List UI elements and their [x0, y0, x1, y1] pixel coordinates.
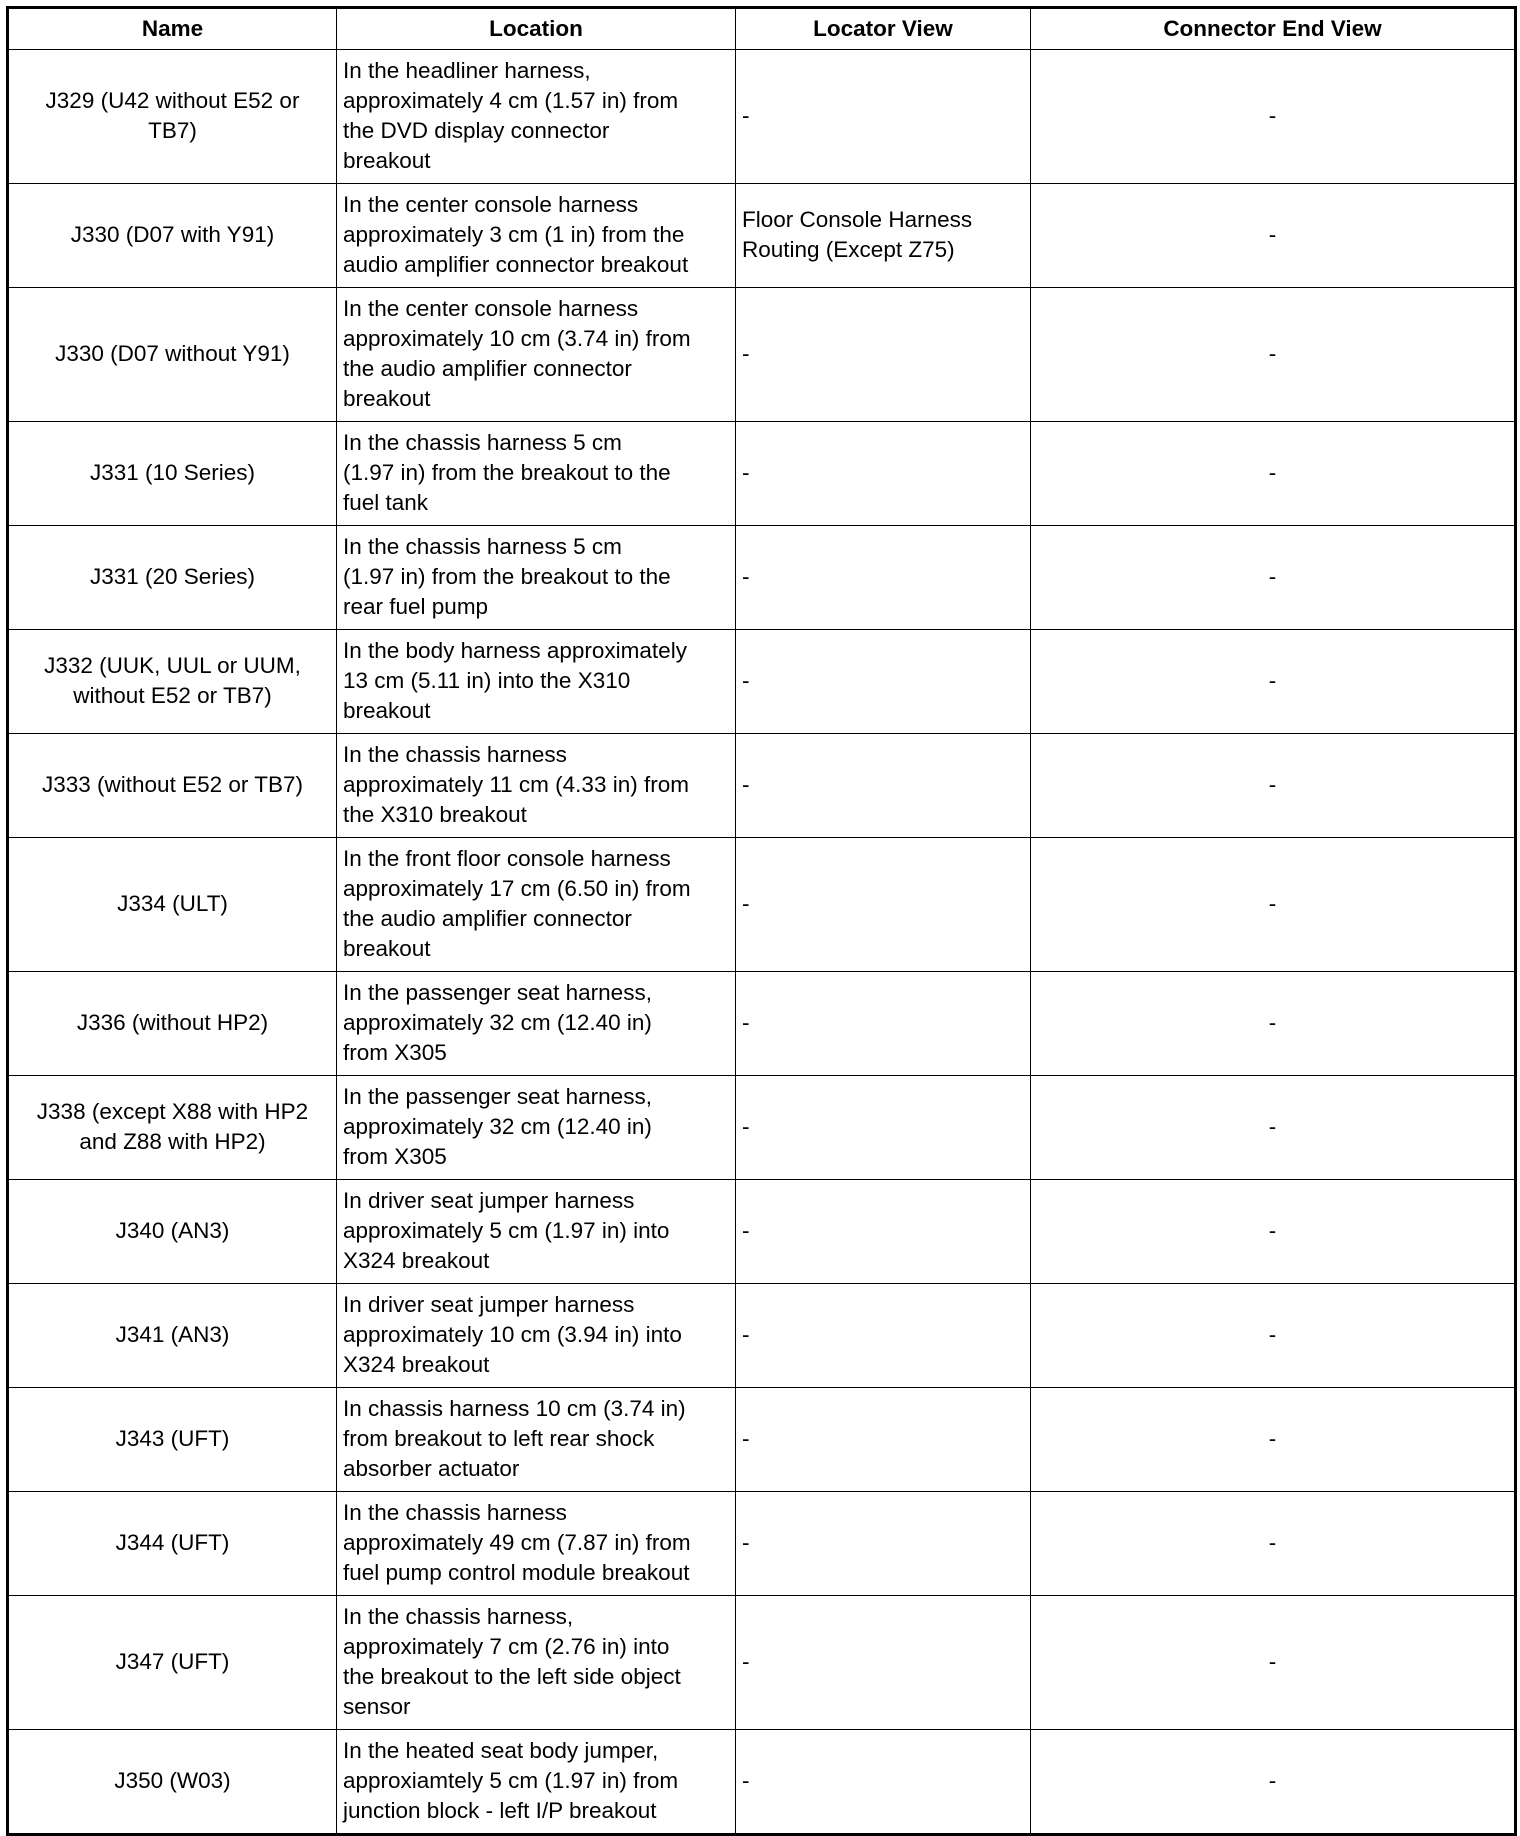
cell-location: In the chassis harness 5 cm (1.97 in) from the breakout to the fuel tank	[337, 422, 736, 526]
header-connector-end-view: Connector End View	[1031, 8, 1516, 50]
cell-name: J350 (W03)	[8, 1730, 337, 1835]
table-row	[8, 288, 1516, 422]
table-row	[8, 1284, 1516, 1388]
header-locator-view: Locator View	[736, 8, 1031, 50]
table-row	[8, 50, 1516, 184]
cell-location: In the passenger seat harness, approximately 32 cm (12.40 in) from X305	[337, 1076, 736, 1180]
cell-name: J338 (except X88 with HP2 and Z88 with HP2)	[8, 1076, 337, 1180]
table-row	[8, 526, 1516, 630]
cell-connector-end-view: -	[1031, 1492, 1516, 1596]
cell-locator-view: -	[736, 1492, 1031, 1596]
cell-location: In the center console harness approximately 10 cm (3.74 in) from the audio amplifier connector breakout	[337, 288, 736, 422]
cell-name: J333 (without E52 or TB7)	[8, 734, 337, 838]
cell-locator-view: -	[736, 50, 1031, 184]
table-row	[8, 630, 1516, 734]
table-row	[8, 1388, 1516, 1492]
table-row	[8, 972, 1516, 1076]
cell-connector-end-view: -	[1031, 1388, 1516, 1492]
cell-location: In the chassis harness 5 cm (1.97 in) from the breakout to the rear fuel pump	[337, 526, 736, 630]
cell-locator-view: -	[736, 1284, 1031, 1388]
cell-locator-view: -	[736, 526, 1031, 630]
cell-locator-view: -	[736, 630, 1031, 734]
cell-location: In the headliner harness, approximately 4 cm (1.57 in) from the DVD display connector breakout	[337, 50, 736, 184]
cell-location: In the heated seat body jumper, approxiamtely 5 cm (1.97 in) from junction block - left I/P breakout	[337, 1730, 736, 1835]
cell-connector-end-view: -	[1031, 288, 1516, 422]
header-location: Location	[337, 8, 736, 50]
cell-connector-end-view: -	[1031, 1076, 1516, 1180]
cell-locator-view: -	[736, 1388, 1031, 1492]
table-row	[8, 184, 1516, 288]
cell-location: In the front floor console harness approximately 17 cm (6.50 in) from the audio amplifier connector breakout	[337, 838, 736, 972]
cell-name: J344 (UFT)	[8, 1492, 337, 1596]
table-row	[8, 1492, 1516, 1596]
table-row	[8, 1730, 1516, 1835]
cell-name: J340 (AN3)	[8, 1180, 337, 1284]
cell-name: J330 (D07 with Y91)	[8, 184, 337, 288]
cell-locator-view: -	[736, 972, 1031, 1076]
table-row	[8, 1596, 1516, 1730]
cell-connector-end-view: -	[1031, 630, 1516, 734]
cell-location: In chassis harness 10 cm (3.74 in) from breakout to left rear shock absorber actuator	[337, 1388, 736, 1492]
cell-connector-end-view: -	[1031, 1596, 1516, 1730]
cell-location: In the chassis harness approximately 11 cm (4.33 in) from the X310 breakout	[337, 734, 736, 838]
table-row	[8, 1076, 1516, 1180]
cell-locator-view: Floor Console Harness Routing (Except Z75)	[736, 184, 1031, 288]
cell-name: J343 (UFT)	[8, 1388, 337, 1492]
cell-name: J329 (U42 without E52 or TB7)	[8, 50, 337, 184]
cell-location: In the passenger seat harness, approximately 32 cm (12.40 in) from X305	[337, 972, 736, 1076]
header-name: Name	[8, 8, 337, 50]
cell-locator-view: -	[736, 1730, 1031, 1835]
cell-locator-view: -	[736, 288, 1031, 422]
cell-name: J331 (10 Series)	[8, 422, 337, 526]
cell-connector-end-view: -	[1031, 422, 1516, 526]
cell-name: J332 (UUK, UUL or UUM, without E52 or TB7)	[8, 630, 337, 734]
cell-name: J331 (20 Series)	[8, 526, 337, 630]
cell-location: In the center console harness approximately 3 cm (1 in) from the audio amplifier connector breakout	[337, 184, 736, 288]
table-row	[8, 1180, 1516, 1284]
cell-connector-end-view: -	[1031, 734, 1516, 838]
cell-name: J347 (UFT)	[8, 1596, 337, 1730]
cell-location: In driver seat jumper harness approximately 5 cm (1.97 in) into X324 breakout	[337, 1180, 736, 1284]
table-row	[8, 734, 1516, 838]
cell-locator-view: -	[736, 838, 1031, 972]
splice-pack-table	[6, 6, 1517, 1836]
cell-connector-end-view: -	[1031, 526, 1516, 630]
cell-location: In the chassis harness approximately 49 cm (7.87 in) from fuel pump control module breakout	[337, 1492, 736, 1596]
cell-connector-end-view: -	[1031, 1730, 1516, 1835]
cell-name: J330 (D07 without Y91)	[8, 288, 337, 422]
table-row	[8, 422, 1516, 526]
cell-connector-end-view: -	[1031, 972, 1516, 1076]
table-row	[8, 838, 1516, 972]
cell-connector-end-view: -	[1031, 838, 1516, 972]
cell-location: In driver seat jumper harness approximately 10 cm (3.94 in) into X324 breakout	[337, 1284, 736, 1388]
cell-locator-view: -	[736, 734, 1031, 838]
cell-locator-view: -	[736, 1076, 1031, 1180]
cell-connector-end-view: -	[1031, 1284, 1516, 1388]
cell-locator-view: -	[736, 1596, 1031, 1730]
cell-locator-view: -	[736, 422, 1031, 526]
cell-connector-end-view: -	[1031, 184, 1516, 288]
cell-name: J336 (without HP2)	[8, 972, 337, 1076]
cell-connector-end-view: -	[1031, 1180, 1516, 1284]
cell-connector-end-view: -	[1031, 50, 1516, 184]
header-row	[8, 8, 1516, 50]
cell-location: In the chassis harness, approximately 7 cm (2.76 in) into the breakout to the left side object sensor	[337, 1596, 736, 1730]
cell-name: J341 (AN3)	[8, 1284, 337, 1388]
cell-locator-view: -	[736, 1180, 1031, 1284]
cell-name: J334 (ULT)	[8, 838, 337, 972]
cell-location: In the body harness approximately 13 cm (5.11 in) into the X310 breakout	[337, 630, 736, 734]
